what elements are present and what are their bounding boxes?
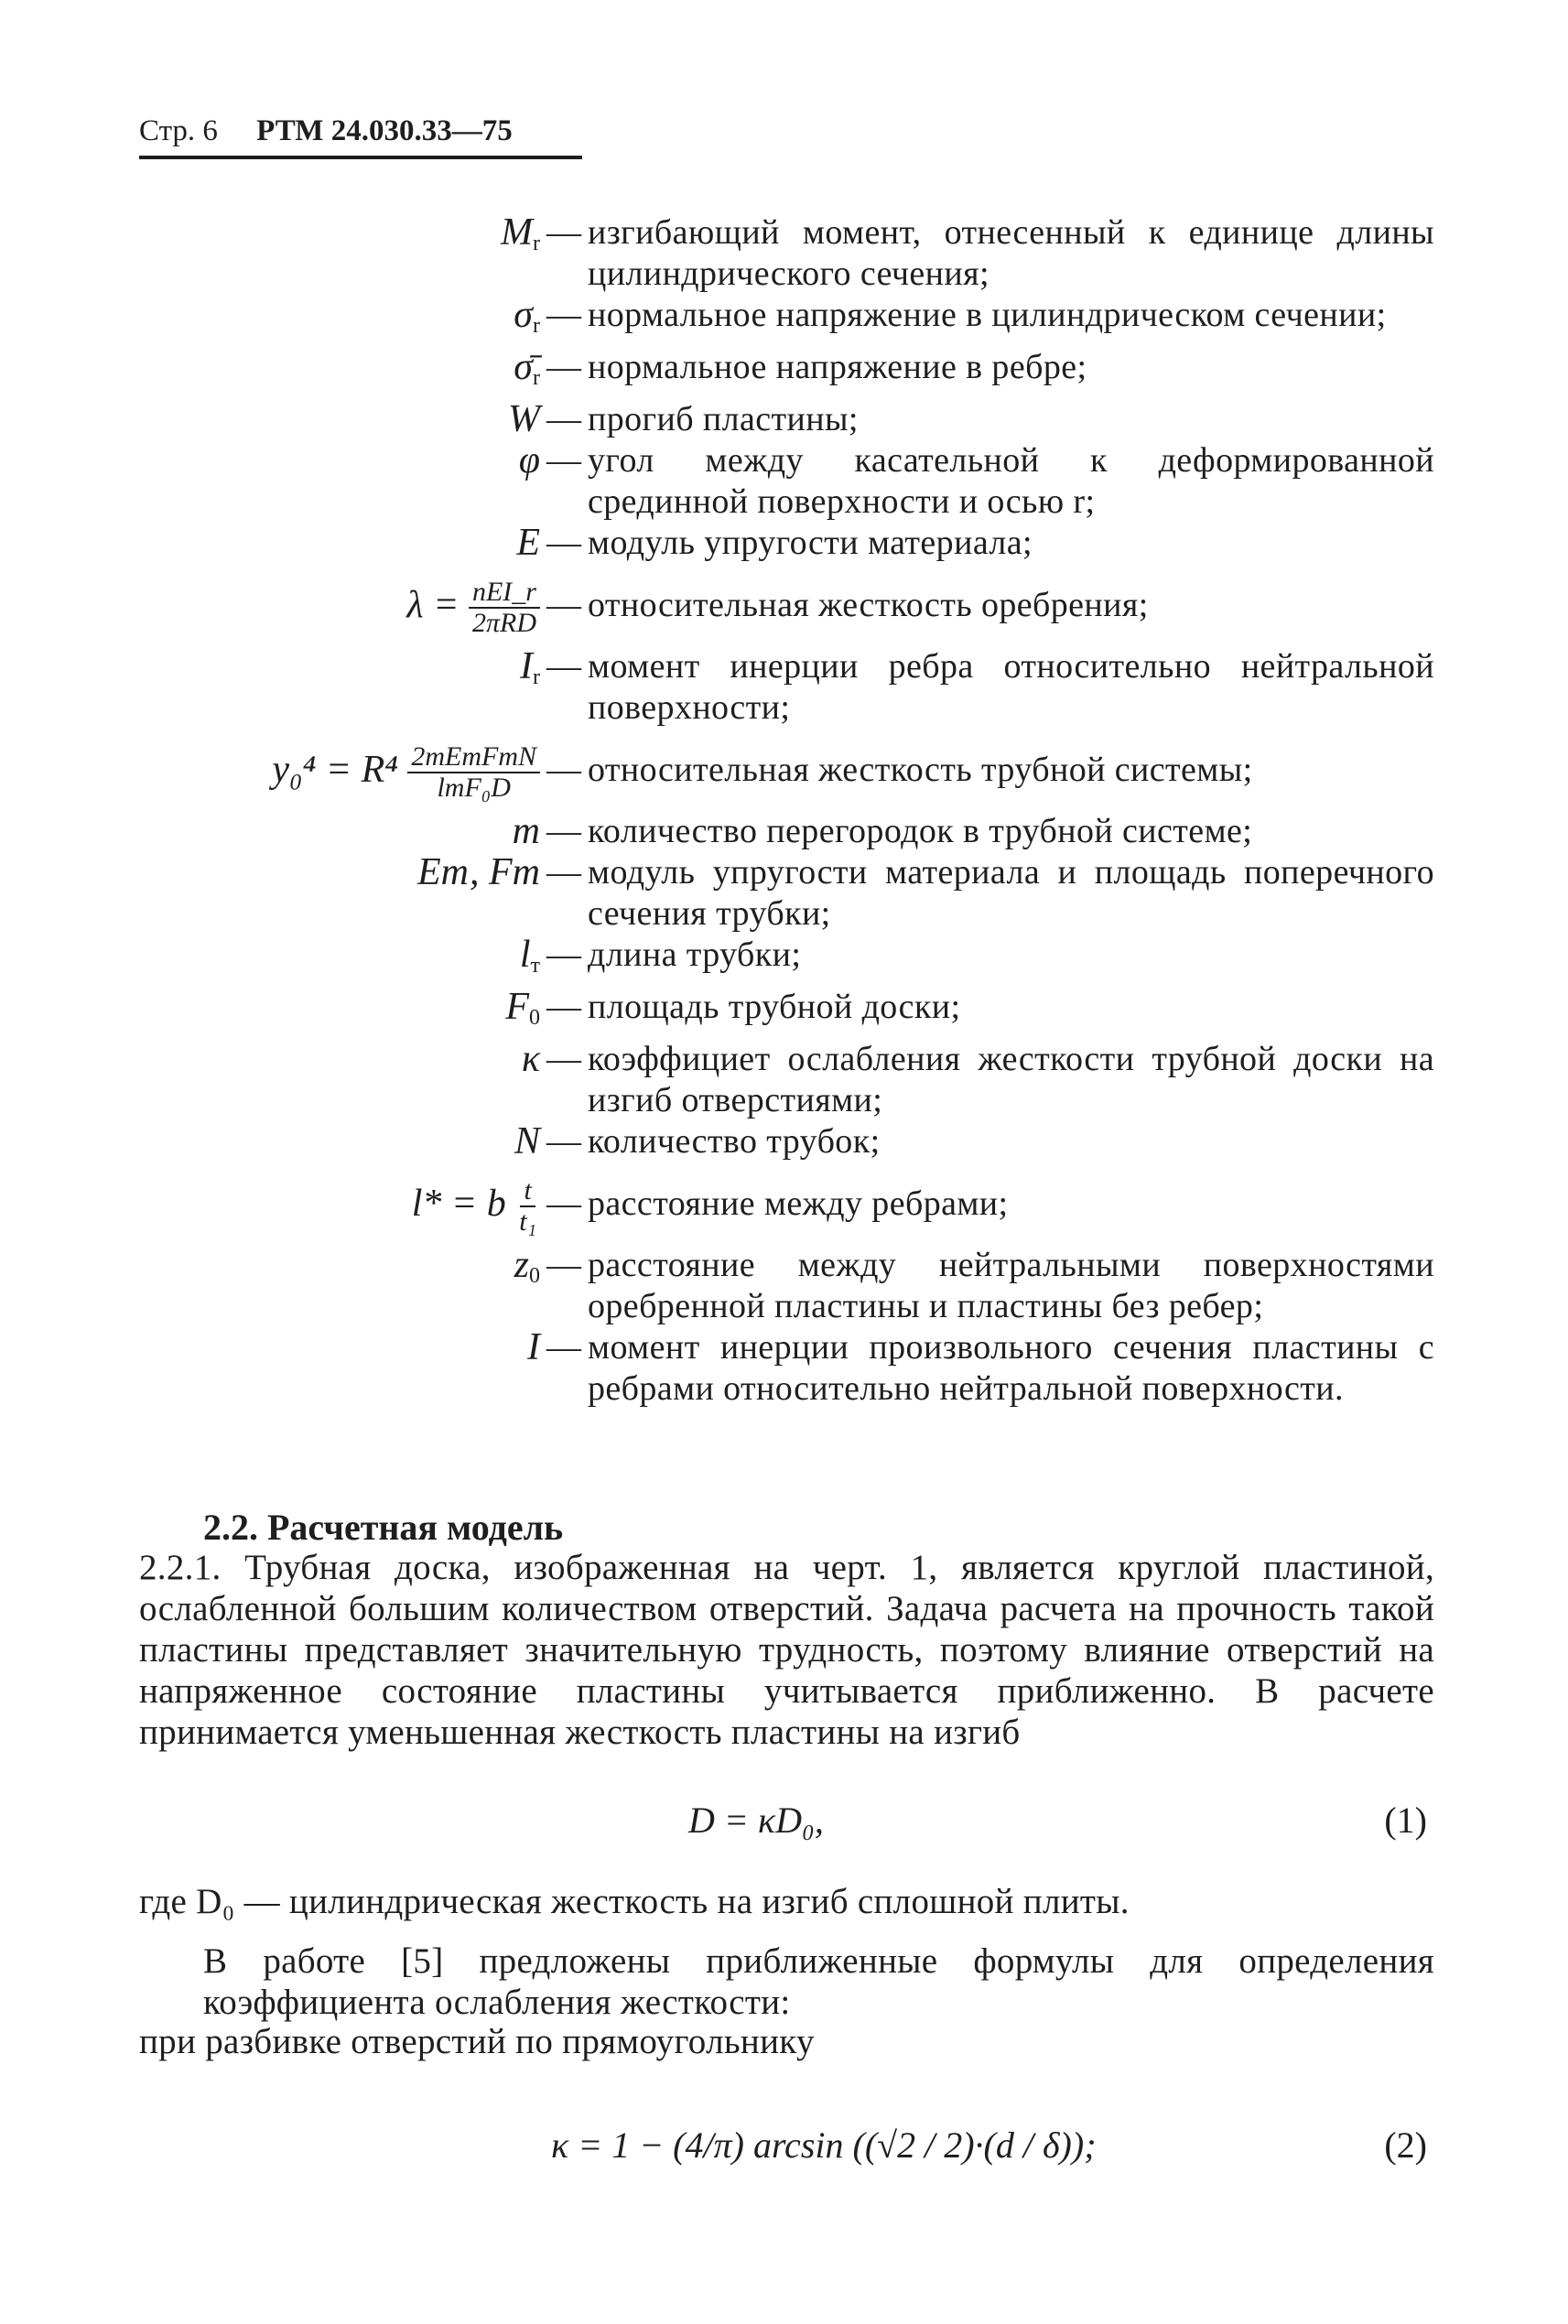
definition-row xyxy=(139,212,1434,295)
definition-row xyxy=(139,1245,1434,1327)
definition-text: площадь трубной доски; xyxy=(588,988,961,1026)
definition-text: нормальное напряжение в ребре; xyxy=(588,348,1087,386)
definition-text: изгибающий момент, отнесенный к единице длины цилиндрического сечения; xyxy=(588,213,1434,293)
symbol-fraction xyxy=(515,1176,540,1237)
definition-row xyxy=(139,811,1434,852)
symbol-text: κ xyxy=(521,1038,540,1080)
definition-text: коэффициет ослабления жесткости трубной доски на изгиб отверстиями; xyxy=(588,1040,1434,1119)
symbol-text: F xyxy=(505,986,529,1028)
fraction-numerator: t xyxy=(520,1176,535,1207)
symbol-subscript: r xyxy=(533,366,540,390)
definition-symbol xyxy=(139,1121,540,1162)
definition-text: угол между касательной к деформированной срединной поверхности и осью r; xyxy=(588,441,1434,521)
definition-text: расстояние между нейтральными поверхностями оребренной пластины и пластины без ребер; xyxy=(588,1246,1434,1325)
definition-dash: — xyxy=(546,524,581,562)
definition-dash: — xyxy=(546,586,581,624)
definition-row xyxy=(139,564,1434,646)
equation-1 xyxy=(139,1799,1434,1854)
symbol-text: E xyxy=(516,522,540,564)
symbol-text: m xyxy=(512,810,540,852)
symbol-text: W xyxy=(508,398,540,440)
symbol-subscript: r xyxy=(533,665,540,689)
definition-text: относительная жесткость оребрения; xyxy=(588,586,1149,624)
symbol-text: I xyxy=(520,645,533,687)
definition-dash: — xyxy=(546,296,581,334)
definition-row xyxy=(139,1039,1434,1121)
symbol-text: λ = xyxy=(406,584,469,626)
definition-symbol xyxy=(139,212,540,265)
definition-symbol xyxy=(139,295,540,347)
symbol-text: I xyxy=(527,1326,540,1368)
symbol-subscript: 0 xyxy=(529,1006,540,1030)
symbol-text: N xyxy=(514,1120,540,1162)
paragraph-2-2-1 xyxy=(139,1547,1434,1753)
page-header xyxy=(139,114,513,148)
symbol-fraction xyxy=(407,742,540,803)
symbol-definitions xyxy=(139,212,1434,1410)
header-rule xyxy=(139,156,582,159)
definition-symbol xyxy=(139,646,540,698)
fraction-denominator: 2πRD xyxy=(471,608,536,639)
definition-symbol xyxy=(139,729,540,811)
definition-row xyxy=(139,347,1434,399)
symbol-text: σ xyxy=(514,294,533,336)
definition-dash: — xyxy=(546,1328,581,1367)
symbol-fraction xyxy=(469,578,540,638)
symbol-text: Eт, Fт xyxy=(416,851,540,893)
definition-dash: — xyxy=(546,1122,581,1161)
fraction-numerator: 2mEтFтN xyxy=(407,742,540,773)
definition-dash: — xyxy=(546,348,581,386)
symbol-text: y₀⁴ = R⁴ xyxy=(272,749,398,791)
definition-row xyxy=(139,1327,1434,1410)
definition-symbol xyxy=(139,1245,540,1297)
fraction-denominator: t₁ xyxy=(519,1206,536,1238)
definition-dash: — xyxy=(546,1184,581,1223)
symbol-subscript: т xyxy=(530,954,540,978)
definition-symbol xyxy=(139,1162,540,1245)
definition-dash: — xyxy=(546,1246,581,1284)
symbol-text: M xyxy=(501,211,533,254)
definition-text: модуль упругости материала и площадь поперечного сечения трубки; xyxy=(588,853,1434,933)
paragraph-text: 2.2.1. Трубная доска, изображенная на черт. 1, является круглой пластиной, ослабленной большим количеством отверстий. Задача расчета на прочность такой пластины представляет значительную трудность, поэтому влияние отверстий на напряженное состояние пластины учитывается приближенно. В расчете принимается уменьшенная жесткость пластины на изгиб xyxy=(139,1548,1434,1752)
fraction-denominator: lтF₀D xyxy=(437,773,511,804)
symbol-text: l xyxy=(519,934,531,976)
definition-row xyxy=(139,1121,1434,1162)
equation-1-body: D = κD₀, xyxy=(688,1800,824,1841)
definition-row xyxy=(139,523,1434,564)
definition-dash: — xyxy=(546,400,581,438)
definition-symbol xyxy=(139,1327,540,1368)
definition-text: длина трубки; xyxy=(588,935,802,974)
definition-dash: — xyxy=(546,751,581,789)
definition-dash: — xyxy=(546,935,581,974)
fraction-numerator: nEI_r xyxy=(469,578,540,609)
definition-row xyxy=(139,852,1434,935)
definition-symbol xyxy=(139,399,540,440)
definition-dash: — xyxy=(546,853,581,892)
equation-2 xyxy=(139,2124,1434,2178)
where-line: где D₀ — цилиндрическая жесткость на изгиб сплошной плиты. xyxy=(139,1882,1130,1921)
symbol-text: l* = b xyxy=(411,1183,506,1225)
definition-text: нормальное напряжение в цилиндрическом сечении; xyxy=(588,296,1387,334)
definition-symbol xyxy=(139,523,540,564)
definition-row xyxy=(139,646,1434,729)
definition-text: расстояние между ребрами; xyxy=(588,1184,1009,1223)
definition-symbol xyxy=(139,935,540,987)
definition-row xyxy=(139,399,1434,440)
definition-text: прогиб пластины; xyxy=(588,400,859,438)
symbol-text: σ̄ xyxy=(514,346,533,388)
definition-text: относительная жесткость трубной системы; xyxy=(588,751,1253,789)
definition-symbol xyxy=(139,347,540,399)
definition-dash: — xyxy=(546,1040,581,1078)
definition-dash: — xyxy=(546,647,581,686)
paragraph-text: В работе [5] предложены приближенные формулы для определения коэффициента ослабления жесткости: xyxy=(203,1941,1434,2022)
definition-row xyxy=(139,440,1434,523)
symbol-subscript: 0 xyxy=(529,1264,540,1288)
definition-symbol xyxy=(139,564,540,646)
definition-row xyxy=(139,935,1434,987)
definition-row xyxy=(139,729,1434,811)
definition-symbol xyxy=(139,811,540,852)
definition-dash: — xyxy=(546,213,581,252)
equation-2-number: (2) xyxy=(1384,2124,1427,2166)
definition-row xyxy=(139,987,1434,1039)
symbol-subscript: r xyxy=(533,314,540,338)
rectangular-layout-line: при разбивке отверстий по прямоугольнику xyxy=(139,2022,815,2061)
paragraph-formulas-intro xyxy=(139,1940,1434,2023)
definition-symbol xyxy=(139,987,540,1039)
definition-text: момент инерции произвольного сечения пластины с ребрами относительно нейтральной поверхности. xyxy=(588,1328,1434,1408)
symbol-text: z xyxy=(514,1244,529,1286)
definition-dash: — xyxy=(546,988,581,1026)
page-number: Стр. 6 xyxy=(139,114,218,147)
definition-symbol xyxy=(139,852,540,893)
definition-dash: — xyxy=(546,441,581,480)
definition-row xyxy=(139,295,1434,347)
definition-text: модуль упругости материала; xyxy=(588,524,1033,562)
document-code: РТМ 24.030.33—75 xyxy=(256,114,513,147)
definition-symbol xyxy=(139,1039,540,1080)
definition-dash: — xyxy=(546,812,581,850)
definition-row xyxy=(139,1162,1434,1245)
equation-1-number: (1) xyxy=(1384,1800,1427,1841)
definition-text: момент инерции ребра относительно нейтральной поверхности; xyxy=(588,647,1434,727)
symbol-text: φ xyxy=(518,439,540,481)
definition-symbol xyxy=(139,440,540,481)
definition-text: количество трубок; xyxy=(588,1122,881,1161)
definition-text: количество перегородок в трубной системе; xyxy=(588,812,1253,850)
symbol-subscript: r xyxy=(533,232,540,255)
section-title: 2.2. Расчетная модель xyxy=(203,1507,564,1548)
equation-2-body: κ = 1 − (4/π) arcsin ((√2 / 2)·(d / δ)); xyxy=(551,2124,1097,2166)
